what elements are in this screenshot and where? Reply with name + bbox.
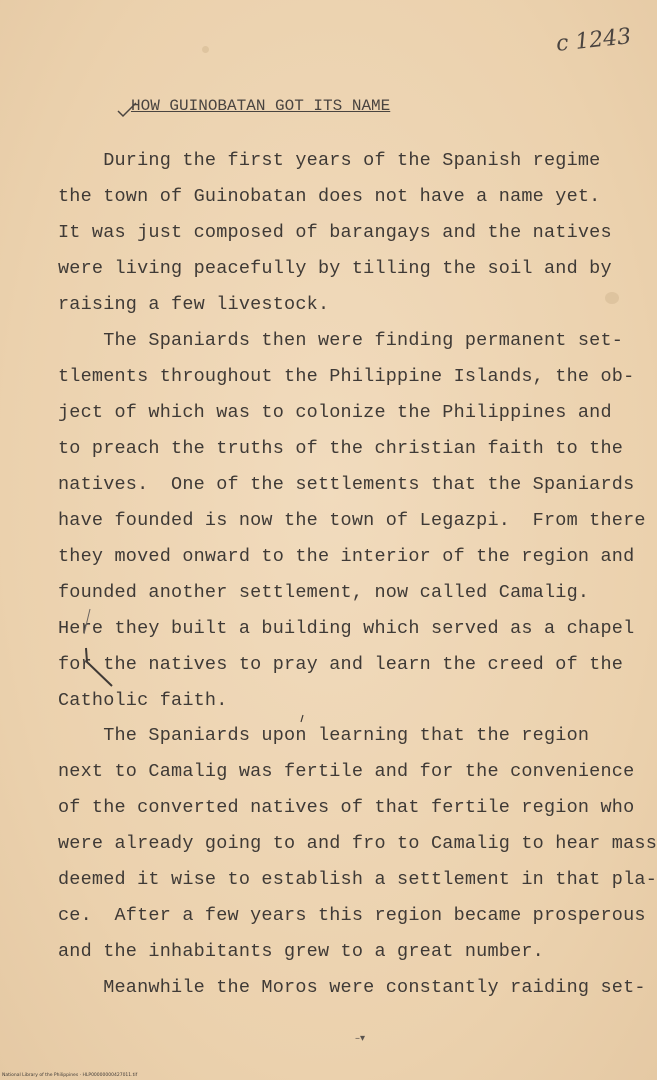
text-line: founded another settlement, now called Camalig. [58,582,590,603]
archive-footer: National Library of the Philippines · HLP00000000427011.tif [2,1073,138,1078]
text-line: During the first years of the Spanish regime [58,150,601,171]
text-line: have founded is now the town of Legazpi. From there [58,510,646,531]
text-line: of the converted natives of that fertile region who [58,797,635,818]
text-line: natives. One of the settlements that the Spaniards [58,474,635,495]
text-line: Catholic faith. [58,690,228,711]
document-title: HOW GUINOBATAN GOT ITS NAME [131,97,391,115]
text-line: to preach the truths of the christian faith to the [58,438,624,459]
text-line: raising a few livestock. [58,294,330,315]
pencil-mark-icon [298,714,306,724]
text-line: ject of which was to colonize the Philippines and [58,402,612,423]
pencil-caret-icon [80,646,116,690]
archive-number: c 1243 [554,24,633,57]
text-line: The Spaniards upon learning that the region [58,725,590,746]
pencil-mark-icon [80,608,94,636]
text-line: Here they built a building which served as a chapel [58,618,635,639]
text-line: the town of Guinobatan does not have a name yet. [58,186,601,207]
text-line: were living peacefully by tilling the soil and by [58,258,612,279]
text-line: It was just composed of barangays and the natives [58,222,612,243]
text-line: deemed it wise to establish a settlement in that pla- [58,869,657,890]
text-line: for the natives to pray and learn the creed of the [58,654,624,675]
text-line: ce. After a few years this region became prosperous [58,905,646,926]
text-line: and the inhabitants grew to a great number. [58,941,544,962]
text-line: were already going to and fro to Camalig to hear mass [58,833,657,854]
text-line: next to Camalig was fertile and for the convenience [58,761,635,782]
text-line: they moved onward to the interior of the region and [58,546,635,567]
text-line: tlements throughout the Philippine Islands, the ob- [58,366,635,387]
text-line: Meanwhile the Moros were constantly raiding set- [58,977,646,998]
page-mark: –▾ [355,1033,366,1044]
paper-stain [605,292,619,304]
text-line: The Spaniards then were finding permanent set- [58,330,624,351]
paper-stain [202,46,209,53]
